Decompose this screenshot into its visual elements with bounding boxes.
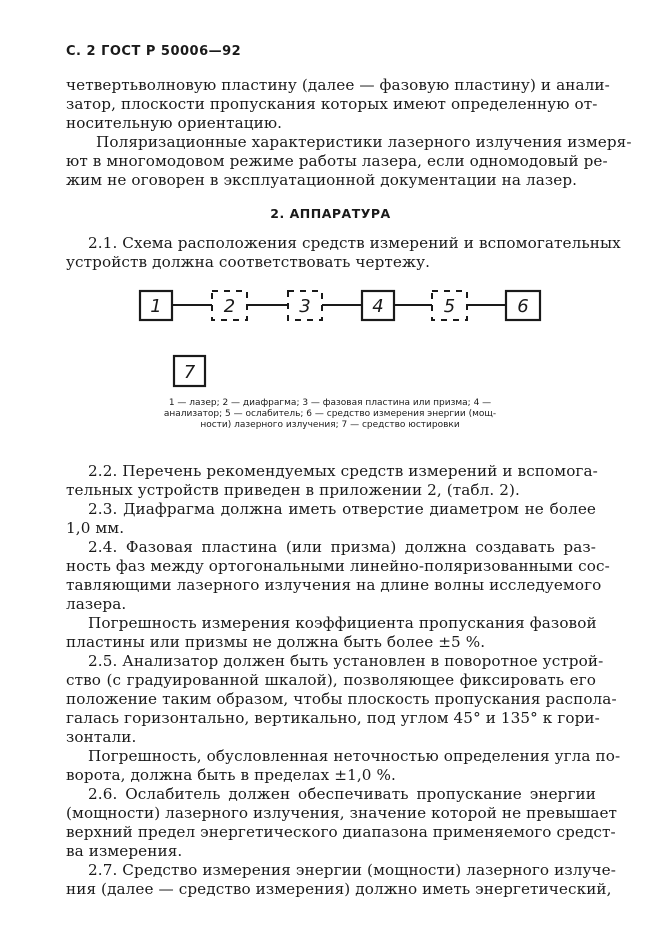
text-line: Поляризационные характеристики лазерного излучения измеря- [96,133,632,151]
diagram-label-5: 5 [443,296,456,317]
diagram-label-2: 2 [223,296,236,317]
intro-paragraph [66,76,610,133]
caption-line: анализатор; 5 — ослабитель; 6 — средство измерения энергии (мощ- [163,409,497,419]
text-line: зонтали. [66,728,137,746]
text-line: пластины или призмы не должна быть более ±5 %. [66,633,486,651]
section-title: 2. АППАРАТУРА [270,206,391,221]
text-line: галась горизонтально, вертикально, под углом 45° и 135° к гори- [66,709,600,727]
apparatus-diagram [0,280,661,400]
text-line: носительную ориентацию. [66,114,283,132]
diagram-label-6: 6 [517,296,529,317]
text-line: 2.6. Ослабитель должен обеспечивать пропускание энергии [88,785,596,803]
text-line: (мощности) лазерного излучения, значение которой не превышает [66,804,618,822]
page-header: С. 2 ГОСТ Р 50006—92 [66,44,242,59]
text-line: устройств должна соответствовать чертежу. [66,253,431,271]
text-line: ность фаз между ортогональными линейно-поляризованными сос- [66,557,610,575]
text-line: 2.3. Диафрагма должна иметь отверстие диаметром не более [88,500,596,518]
polarization-paragraph [66,133,632,190]
diagram-label-1: 1 [150,296,162,317]
text-line: 2.1. Схема расположения средств измерений и вспомогательных [88,234,621,252]
text-line: ют в многомодовом режиме работы лазера, если одномодовый ре- [66,152,608,170]
text-line: 2.5. Анализатор должен быть установлен в поворотное устрой- [88,652,604,670]
paragraph-2-1 [66,234,621,272]
text-line: ния (далее — средство измерения) должно иметь энергетический, [66,880,612,898]
text-line: Погрешность измерения коэффициента пропускания фазовой [88,614,597,632]
diagram-label-7: 7 [183,362,196,383]
text-line: 1,0 мм. [66,519,125,537]
text-line: жим не оговорен в эксплуатационной документации на лазер. [66,171,578,189]
text-line: затор, плоскости пропускания которых имеют определенную от- [66,95,598,113]
text-line: тельных устройств приведен в приложении 2, (табл. 2). [66,481,520,499]
diagram-caption [110,398,550,431]
caption-line: 1 — лазер; 2 — диафрагма; 3 — фазовая пластина или призма; 4 — [168,398,492,408]
text-line: тавляющими лазерного излучения на длине волны исследуемого [66,576,602,594]
text-line: четвертьволновую пластину (далее — фазовую пластину) и анали- [66,76,610,94]
text-line: верхний предел энергетического диапазона применяемого средст- [66,823,616,841]
text-line: ворота, должна быть в пределах ±1,0 %. [66,766,396,784]
text-line: 2.4. Фазовая пластина (или призма) должна создавать раз- [88,538,596,556]
text-line: 2.7. Средство измерения энергии (мощности) лазерного излуче- [88,861,616,879]
diagram-label-4: 4 [372,296,384,317]
text-line: Погрешность, обусловленная неточностью определения угла по- [88,747,621,765]
caption-line: ности) лазерного излучения; 7 — средство юстировки [200,420,460,430]
text-line: лазера. [66,595,127,613]
text-line: 2.2. Перечень рекомендуемых средств измерений и вспомога- [88,462,598,480]
text-line: ва измерения. [66,842,183,860]
text-line: положение таким образом, чтобы плоскость пропускания распола- [66,690,617,708]
body-paragraphs [66,462,621,899]
diagram-label-3: 3 [299,296,311,317]
text-line: ство (с градуированной шкалой), позволяющее фиксировать его [66,671,596,689]
